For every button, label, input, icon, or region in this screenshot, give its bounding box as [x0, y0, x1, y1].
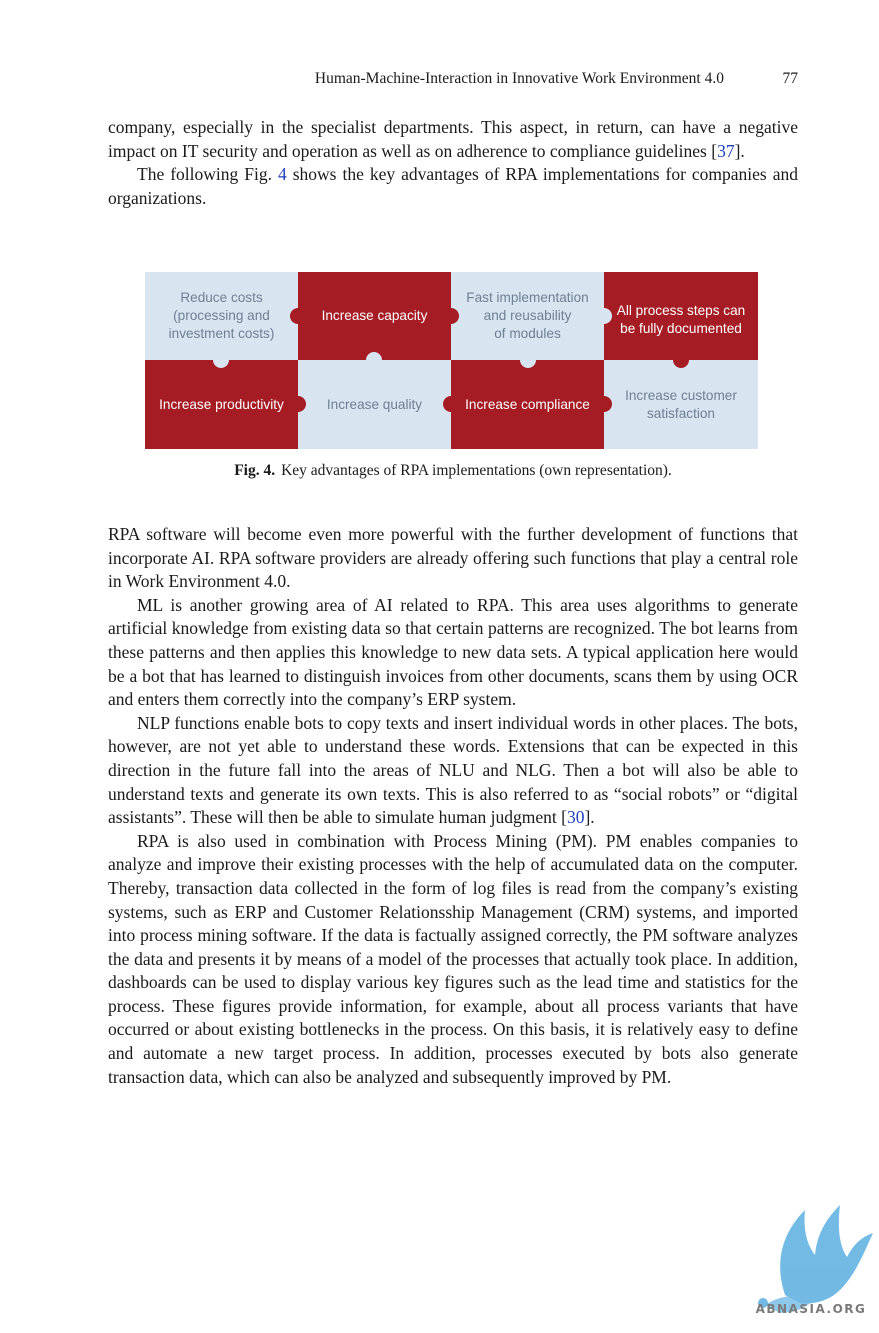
citation-link-30[interactable]: 30	[566, 807, 585, 828]
tile-increase-capacity: Increase capacity	[321, 308, 428, 323]
tile-increase-productivity: Increase productivity	[159, 396, 284, 412]
paragraph-text: NLP functions enable bots to copy texts and insert individual words in other places. The bots, however, are not yet able to understand these words. Extensions that can be expected in this direction in the future fall into the areas of NLU and NLG. Then a bot will also be able to understand texts and generate its own texts. This is also referred to as “social robots” or “digital assistants”. These will then be able to simulate human judgment [	[108, 712, 798, 828]
paragraph-text: ].	[734, 140, 745, 161]
caption-text: Key advantages of RPA implementations (own representation).	[281, 462, 672, 479]
tile-increase-compliance: Increase compliance	[465, 396, 590, 412]
tile-fast-implementation: Fast implementation and reusability of modules	[466, 290, 589, 341]
tile-reduce-costs: Reduce costs (processing and investment costs)	[168, 290, 275, 341]
paragraph	[108, 163, 798, 210]
paragraph: RPA is also used in combination with Process Mining (PM). PM enables companies to analyze and improve their existing processes with the help of accumulated data on the computer. Thereby, transaction data collected in the form of log files is read from the company’s existing systems, such as ERP and Customer Relationsship Management (CRM) systems, and imported into process mining software. If the data is factually assigned correctly, the PM software analyzes the data and presents it by means of a model of the processes that actually took place. In addition, dashboards can be used to display various key figures such as the lead time and statistics for the process. These figures provide information, for example, about all process variants that have occurred or about existing bottlenecks in the process. On this basis, it is relatively easy to define and automate a new target process. In addition, processes executed by bots also generate transaction data, which can also be analyzed and subsequently improved by PM.	[108, 830, 798, 1087]
paragraph	[108, 712, 798, 830]
paragraph	[108, 116, 798, 163]
paragraph-text: company, especially in the specialist departments. This aspect, in return, can have a negative impact on IT security and operation as well as on adherence to compliance guidelines [	[108, 117, 798, 161]
top-text-block	[108, 116, 798, 210]
paragraph-text: The following Fig.	[137, 164, 278, 185]
tile-process-documented: All process steps can be fully documented	[616, 303, 746, 336]
page-number: 77	[782, 70, 798, 87]
tile-customer-satisfaction: Increase customer satisfaction	[625, 387, 737, 421]
running-head-title: Human-Machine-Interaction in Innovative Work Environment 4.0	[314, 70, 724, 87]
figure-link-4[interactable]: 4	[277, 164, 287, 185]
paragraph-text: ].	[584, 807, 595, 828]
citation-link-37[interactable]: 37	[717, 140, 735, 161]
watermark-text: ABNASIA.ORG	[755, 1302, 867, 1316]
paragraph: ML is another growing area of AI related to RPA. This area uses algorithms to generate artificial knowledge from existing data so that certain patterns are recognized. The bot learns from these patterns and then applies this knowledge to new data sets. A typical application here would be a bot that has learned to distinguish invoices from other documents, scans them by using OCR and enters them correctly into the company’s ERP system.	[108, 594, 798, 710]
running-head	[108, 70, 798, 92]
bottom-text-block	[108, 523, 798, 1089]
rpa-advantages-figure	[145, 272, 758, 449]
caption-label: Fig. 4.	[234, 462, 276, 479]
figure-caption	[108, 462, 798, 480]
tile-increase-quality: Increase quality	[326, 396, 423, 412]
paragraph: RPA software will become even more powerful with the further development of functions that incorporate AI. RPA software providers are already offering such functions that play a central role in Work Environment 4.0.	[108, 524, 798, 592]
paragraph-text: shows the key advantages of RPA implementations for companies and organizations.	[108, 164, 798, 208]
